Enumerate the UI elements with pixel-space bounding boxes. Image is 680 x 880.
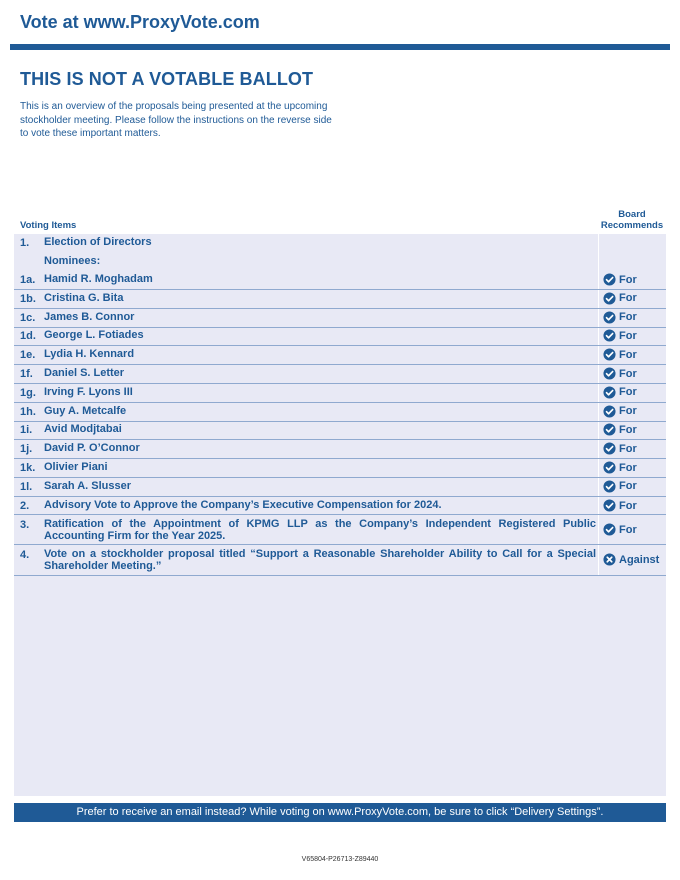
nominee-number: 1c. <box>20 311 36 324</box>
recommendation-label: For <box>619 523 637 536</box>
row-divider <box>14 364 666 365</box>
recommendation <box>603 386 637 399</box>
recommendation-label: For <box>619 348 637 361</box>
nominee-number: 1h. <box>20 405 36 418</box>
recommendation <box>603 348 637 361</box>
row-divider <box>14 383 666 384</box>
nominee-number: 1g. <box>20 386 36 399</box>
check-circle-icon <box>603 499 616 512</box>
recommendation-label: For <box>619 367 637 380</box>
nominee-number: 1d. <box>20 330 36 343</box>
recommendation-label: For <box>619 461 637 474</box>
nominee-name: Guy A. Metcalfe <box>44 404 127 417</box>
item-text: Ratification of the Appointment of KPMG LLP as the Company’s Independent Registered Public Accounting Firm for the Year 2025. <box>44 518 596 542</box>
item-text: Vote on a stockholder proposal titled “Support a Reasonable Shareholder Ability to Call for a Special Shareholder Meeting.” <box>44 548 596 572</box>
row-divider <box>14 458 666 459</box>
nominee-row <box>14 481 666 497</box>
row-divider <box>14 514 666 515</box>
nominee-number: 1k. <box>20 462 36 474</box>
item-number: 3. <box>20 519 30 531</box>
nominee-name: James B. Connor <box>44 310 135 323</box>
nominee-name: Irving F. Lyons III <box>44 385 133 398</box>
recommendation <box>603 292 637 305</box>
nominee-name: Hamid R. Moghadam <box>44 273 153 285</box>
nominee-name: George L. Fotiades <box>44 329 144 342</box>
nominee-row <box>14 462 666 478</box>
recommendation <box>603 480 637 493</box>
item-text: Election of Directors <box>44 236 152 248</box>
check-circle-icon <box>603 329 616 342</box>
item-number: 1. <box>20 237 30 249</box>
nominee-row <box>14 312 666 328</box>
delivery-settings-banner: Prefer to receive an email instead? While voting on www.ProxyVote.com, be sure to click “Delivery Settings”. <box>14 803 666 822</box>
nominee-row <box>14 443 666 459</box>
recommendation <box>603 423 637 436</box>
recommendation-label: For <box>619 442 637 455</box>
row-divider <box>14 327 666 328</box>
row-divider <box>14 439 666 440</box>
recommendation-label: For <box>619 423 637 436</box>
row-divider <box>14 477 666 478</box>
nominee-name: Lydia H. Kennard <box>44 348 135 361</box>
recommendation-label: For <box>619 329 637 342</box>
recommendation <box>603 499 637 512</box>
item-number: 4. <box>20 549 30 561</box>
check-circle-icon <box>603 480 616 493</box>
check-circle-icon <box>603 405 616 418</box>
check-circle-icon <box>603 367 616 380</box>
recommendation <box>603 329 637 342</box>
row-divider <box>14 308 666 309</box>
check-circle-icon <box>603 348 616 361</box>
nominee-name: Cristina G. Bita <box>44 291 124 304</box>
nominee-number: 1a. <box>20 274 36 286</box>
row-divider <box>14 575 666 576</box>
recommendation <box>603 523 637 536</box>
row-divider <box>14 421 666 422</box>
recommendation <box>603 367 637 380</box>
check-circle-icon <box>603 442 616 455</box>
item-3-row <box>14 518 666 544</box>
recommendation-label: For <box>619 499 637 512</box>
nominee-name: Daniel S. Letter <box>44 367 125 379</box>
check-circle-icon <box>603 523 616 536</box>
nominee-row <box>14 368 666 384</box>
nominee-number: 1f. <box>20 368 33 380</box>
recommendation-label: For <box>619 311 637 324</box>
nominee-number: 1e. <box>20 349 36 362</box>
intro-paragraph: This is an overview of the proposals being presented at the upcoming stockholder meeting. Please follow the instructions on the reverse side to vote these important matters. <box>20 101 332 139</box>
board-recommends-header <box>598 210 666 231</box>
check-circle-icon <box>603 461 616 474</box>
recommendation-label: For <box>619 480 637 493</box>
recommendation <box>603 553 659 566</box>
nominee-number: 1l. <box>20 480 33 493</box>
proxyvote-header[interactable]: Vote at www.ProxyVote.com <box>20 12 260 32</box>
check-circle-icon <box>603 311 616 324</box>
recommendation-label: For <box>619 405 637 418</box>
nominee-row <box>14 387 666 403</box>
nominees-label: Nominees: <box>44 255 101 267</box>
recommendation <box>603 273 637 286</box>
page-title: THIS IS NOT A VOTABLE BALLOT <box>20 69 314 89</box>
recommendation <box>603 442 637 455</box>
row-divider <box>14 402 666 403</box>
item-1-row <box>14 237 666 251</box>
row-divider <box>14 289 666 290</box>
document-code: V65804-P26713-Z89440 <box>301 856 379 863</box>
row-divider <box>14 345 666 346</box>
recommendation-label: For <box>619 386 637 399</box>
nominee-row <box>14 274 666 290</box>
nominee-row <box>14 406 666 422</box>
nominee-row <box>14 424 666 440</box>
x-circle-icon <box>603 553 616 566</box>
nominee-row <box>14 349 666 365</box>
item-4-row <box>14 548 666 574</box>
header-rule <box>10 44 670 50</box>
nominee-number: 1b. <box>20 292 36 305</box>
recommendation-label: For <box>619 273 637 286</box>
recommendation <box>603 311 637 324</box>
nominees-label-row <box>14 256 666 270</box>
check-circle-icon <box>603 386 616 399</box>
recommendation <box>603 461 637 474</box>
nominee-name: Sarah A. Slusser <box>44 479 132 492</box>
item-number: 2. <box>20 500 30 512</box>
check-circle-icon <box>603 292 616 305</box>
item-text: Advisory Vote to Approve the Company’s Executive Compensation for 2024. <box>44 499 442 511</box>
recommendation-label: Against <box>619 553 660 566</box>
nominee-name: Olivier Piani <box>44 461 108 473</box>
check-circle-icon <box>603 273 616 286</box>
recommendation <box>603 405 637 418</box>
nominee-name: David P. O’Connor <box>44 442 140 455</box>
nominee-number: 1j. <box>20 443 33 456</box>
nominee-number: 1i. <box>20 424 33 437</box>
nominee-row <box>14 293 666 309</box>
board-recommends-line2: Recommends <box>600 219 664 231</box>
row-divider <box>14 544 666 545</box>
recommendation-label: For <box>619 292 637 305</box>
nominee-name: Avid Modjtabai <box>44 423 122 436</box>
nominee-row <box>14 330 666 346</box>
row-divider <box>14 496 666 497</box>
voting-items-header: Voting Items <box>20 220 77 231</box>
check-circle-icon <box>603 423 616 436</box>
board-recommends-line1: Board <box>618 209 646 220</box>
